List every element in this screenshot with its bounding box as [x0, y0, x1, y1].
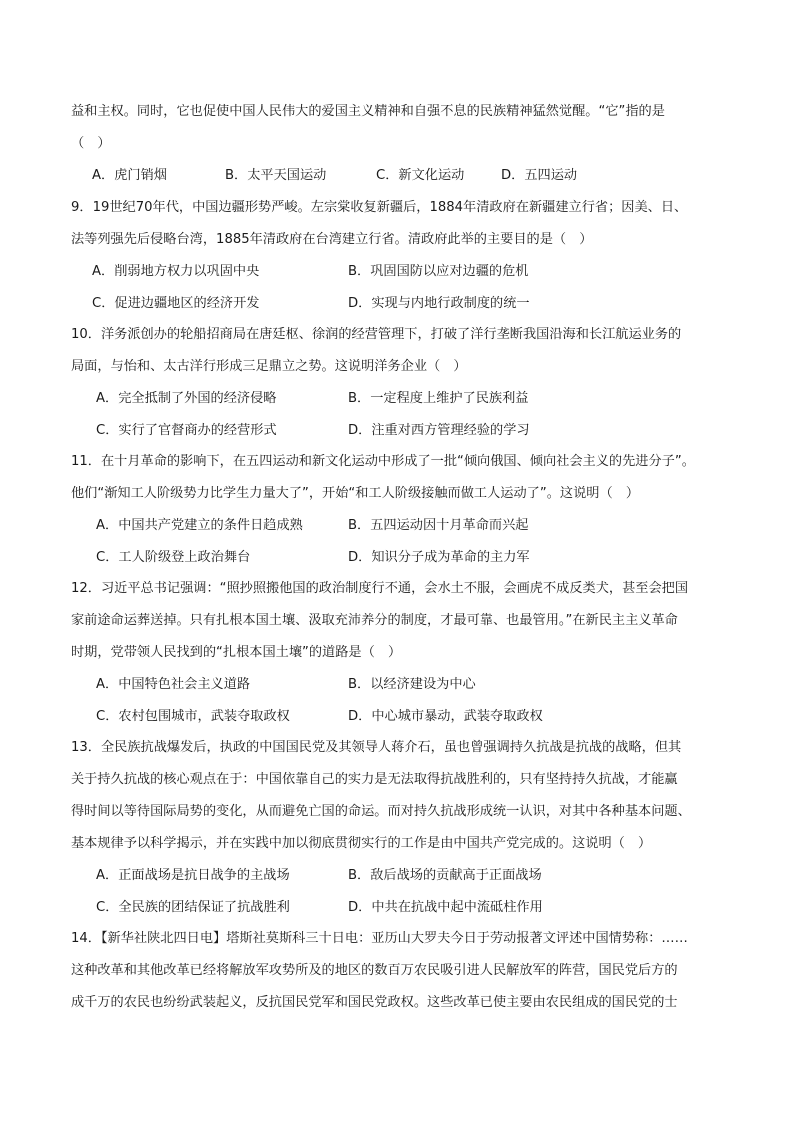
q9-option-a: A．削弱地方权力以巩固中央: [92, 264, 260, 279]
q9-option-b: B．巩固国防以应对边疆的危机: [348, 264, 529, 279]
q11-option-a: A．中国共产党建立的条件日趋成熟: [96, 518, 303, 533]
q8-option-b: B．太平天国运动: [225, 168, 327, 183]
q12-option-c: C．农村包围城市，武装夺取政权: [96, 709, 290, 724]
q11-option-b: B．五四运动因十月革命而兴起: [348, 518, 529, 533]
q11-option-c: C．工人阶级登上政治舞台: [96, 550, 251, 565]
q11-stem-line-1: 11．在十月革命的影响下，在五四运动和新文化运动中形成了一批“倾向俄国、倾向社会主义的先进分子”。: [71, 454, 695, 469]
q12-stem-line-2: 家前途命运葬送掉。只有扎根本国土壤、汲取充沛养分的制度，才最可靠、也最管用。”在新民主主义革命: [71, 613, 678, 628]
q11-option-d: D．知识分子成为革命的主力军: [348, 550, 530, 565]
q13-option-d: D．中共在抗战中起中流砥柱作用: [348, 900, 543, 915]
q12-option-a: A．中国特色社会主义道路: [96, 677, 251, 692]
q9-stem-line-1: 9．19世纪70年代，中国边疆形势严峻。左宗棠收复新疆后，1884年清政府在新疆建立行省；因美、日、: [71, 200, 688, 215]
q14-stem-line-1: 14．【新华社陕北四日电】塔斯社莫斯科三十日电：亚历山大罗夫今日于劳动报著文评述中国情势称：……: [71, 931, 688, 946]
q10-option-d: D．注重对西方管理经验的学习: [348, 423, 530, 438]
q13-option-b: B．敌后战场的贡献高于正面战场: [348, 868, 542, 883]
q8-option-d: D．五四运动: [501, 168, 578, 183]
q10-stem-line-1: 10．洋务派创办的轮船招商局在唐廷枢、徐润的经营管理下，打破了洋行垄断我国沿海和长江航运业务的: [71, 327, 682, 342]
q8-stem-line-1: 益和主权。同时，它也促使中国人民伟大的爱国主义精神和自强不息的民族精神猛然觉醒。“它”指的是: [71, 104, 665, 119]
q13-stem-line-2: 关于持久抗战的核心观点在于：中国依靠自己的实力是无法取得抗战胜利的，只有坚持持久抗战，才能赢: [71, 772, 678, 787]
q13-option-a: A．正面战场是抗日战争的主战场: [96, 868, 290, 883]
q12-stem-line-1: 12．习近平总书记强调：“照抄照搬他国的政治制度行不通，会水土不服，会画虎不成反类犬，甚至会把国: [71, 581, 689, 596]
q10-option-a: A．完全抵制了外国的经济侵略: [96, 391, 277, 406]
q14-stem-line-2: 这种改革和其他改革已经将解放军攻势所及的地区的数百万农民吸引进人民解放军的阵营，国民党后方的: [71, 963, 678, 978]
q12-stem-line-3: 时期，党带领人民找到的“扎根本国土壤”的道路是（ ）: [71, 645, 402, 660]
q8-option-c: C．新文化运动: [376, 168, 465, 183]
q13-stem-line-4: 基本规律予以科学揭示，并在实践中加以彻底贯彻实行的工作是由中国共产党完成的。这说明（ ）: [71, 836, 652, 851]
q8-option-a: A．虎门销烟: [92, 168, 167, 183]
q12-option-b: B．以经济建设为中心: [348, 677, 476, 692]
q8-stem-line-2: （ ）: [71, 136, 111, 151]
q12-option-d: D．中心城市暴动，武装夺取政权: [348, 709, 543, 724]
q13-stem-line-3: 得时间以等待国际局势的变化，从而避免亡国的命运。而对持久抗战形成统一认识，对其中各种基本问题、: [71, 804, 691, 819]
q11-stem-line-2: 他们“渐知工人阶级势力比学生力量大了”，开始“和工人阶级接触而做工人运动了”。这说明（ ）: [71, 486, 640, 501]
q9-option-c: C．促进边疆地区的经济开发: [92, 296, 260, 311]
q10-stem-line-2: 局面，与怡和、太古洋行形成三足鼎立之势。这说明洋务企业（ ）: [71, 359, 467, 374]
q14-stem-line-3: 成千万的农民也纷纷武装起义，反抗国民党军和国民党政权。这些改革已使主要由农民组成的国民党的士: [71, 995, 678, 1010]
q13-option-c: C．全民族的团结保证了抗战胜利: [96, 900, 290, 915]
q10-option-b: B．一定程度上维护了民族利益: [348, 391, 529, 406]
q9-option-d: D．实现与内地行政制度的统一: [348, 296, 530, 311]
q13-stem-line-1: 13．全民族抗战爆发后，执政的中国国民党及其领导人蒋介石，虽也曾强调持久抗战是抗战的战略，但其: [71, 740, 682, 755]
q10-option-c: C．实行了官督商办的经营形式: [96, 423, 277, 438]
q9-stem-line-2: 法等列强先后侵略台湾，1885年清政府在台湾建立行省。清政府此举的主要目的是（ ）: [71, 232, 593, 247]
